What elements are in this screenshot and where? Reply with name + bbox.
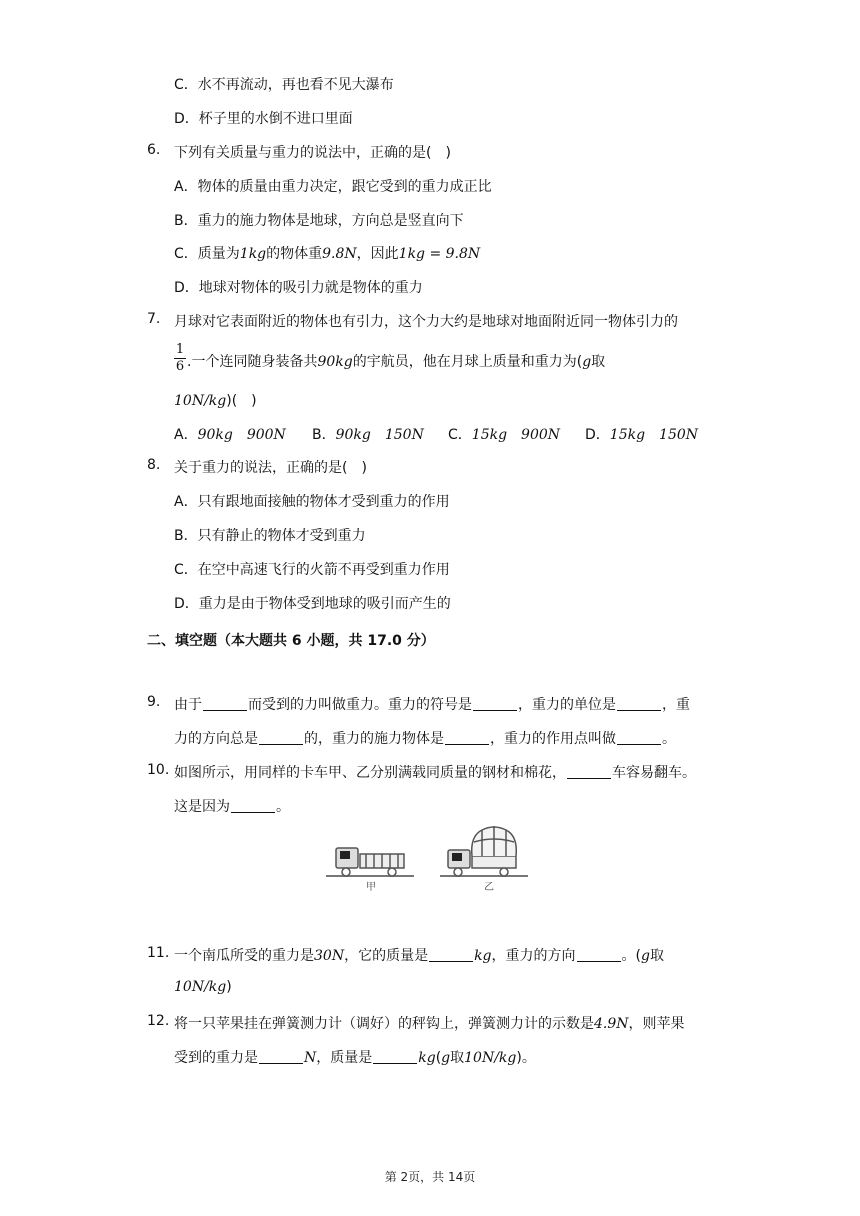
q7-option-c	[448, 424, 560, 444]
q10-trucks-figure	[322, 822, 532, 894]
q10-l1-b: 车容易翻车。	[612, 765, 696, 781]
q8-option-b: B．只有静止的物体才受到重力	[174, 528, 366, 544]
q9-l1-c: ，重力的单位是	[518, 697, 616, 713]
q9-blank-1	[203, 696, 247, 711]
q8-option-d: D．重力是由于物体受到地球的吸引而产生的	[174, 596, 451, 612]
q12-l2-g: g	[441, 1050, 451, 1066]
q12-l2-e: )。	[516, 1050, 536, 1066]
q7-number: 7.	[147, 311, 161, 327]
q7-option-d-label: D．	[585, 427, 610, 443]
q6-option-d: D．地球对物体的吸引力就是物体的重力	[174, 280, 423, 296]
q11-l1-g: g	[641, 948, 650, 964]
q7-option-a-value: 90kg 900N	[197, 427, 286, 443]
q7-option-d-value: 15kg 150N	[609, 427, 699, 443]
q11-blank-1	[429, 947, 473, 962]
q9-l2-d: 。	[662, 731, 676, 747]
q12-l1-a: 将一只苹果挂在弹簧测力计（调好）的秤钩上，弹簧测力计的示数是	[174, 1016, 594, 1032]
q10-line2	[174, 796, 290, 816]
q6-option-c-mid: 的物体重	[266, 246, 323, 262]
q9-l1-d: ，重	[662, 697, 690, 713]
q7-stem2-a: .一个连同随身装备共	[187, 354, 318, 370]
q9-number: 9.	[147, 694, 161, 710]
q7-option-c-label: C．	[448, 427, 472, 443]
q6-number: 6.	[147, 142, 161, 158]
q9-line1	[174, 694, 690, 714]
q8-stem: 关于重力的说法，正确的是( )	[174, 460, 367, 476]
q7-stem-line1: 月球对它表面附近的物体也有引力，这个力大约是地球对地面附近同一物体引力的	[174, 314, 678, 330]
q6-option-a: A．物体的质量由重力决定，跟它受到的重力成正比	[174, 179, 492, 195]
q7-fraction-denominator: 6	[175, 359, 185, 374]
q9-blank-4	[259, 730, 303, 745]
q12-l2-c: (	[435, 1050, 442, 1066]
q6-option-c-math3: 1kg = 9.8N	[398, 246, 481, 262]
q11-l2-math: 10N/kg	[174, 979, 227, 995]
q8-number: 8.	[147, 457, 161, 473]
q6-option-c-math2: 9.8N	[322, 246, 357, 262]
q5-option-d: D．杯子里的水倒不进口里面	[174, 111, 353, 127]
truck-b-icon	[448, 826, 516, 876]
truck-a-label: 甲	[366, 882, 376, 893]
q7-stem-line3	[174, 390, 257, 410]
q11-l1-a: 一个南瓜所受的重力是	[174, 948, 314, 964]
q7-stem3-b: )( )	[226, 393, 257, 409]
q11-l2-b: )	[226, 979, 232, 995]
q9-blank-2	[473, 696, 517, 711]
q7-stem2-c: 取	[591, 354, 606, 370]
q7-option-b-value: 90kg 150N	[335, 427, 424, 443]
q12-l2-unit2: kg	[418, 1050, 436, 1066]
q8-option-a: A．只有跟地面接触的物体才受到重力的作用	[174, 494, 450, 510]
q11-l1-e: 取	[649, 948, 664, 964]
q11-l1-unit: kg	[474, 948, 492, 964]
q11-l1-c: ，重力的方向	[491, 948, 576, 964]
q12-l1-math: 4.9N	[594, 1016, 629, 1032]
q6-stem: 下列有关质量与重力的说法中，正确的是( )	[174, 145, 451, 161]
q11-line2	[174, 979, 232, 995]
q5-option-c: C．水不再流动，再也看不见大瀑布	[174, 77, 394, 93]
q11-blank-2	[577, 947, 621, 962]
page-footer: 第 2页，共 14页	[384, 1170, 476, 1184]
q7-option-a	[174, 424, 286, 444]
q7-stem2-g: g	[582, 354, 592, 370]
q7-option-b	[312, 424, 424, 444]
q12-line1	[174, 1013, 685, 1033]
q9-l1-a: 由于	[174, 697, 202, 713]
q7-option-c-value: 15kg 900N	[471, 427, 561, 443]
q12-line2	[174, 1047, 536, 1067]
q11-l1-b: ，它的质量是	[344, 948, 429, 964]
q9-blank-3	[617, 696, 661, 711]
q9-l2-a: 力的方向总是	[174, 731, 258, 747]
q12-l2-unit: N	[304, 1050, 317, 1066]
q10-l2-b: 。	[276, 799, 290, 815]
q10-l1-a: 如图所示，用同样的卡车甲、乙分别满载同质量的钢材和棉花，	[174, 765, 566, 781]
q10-l2-a: 这是因为	[174, 799, 230, 815]
q11-l1-d: 。(	[621, 948, 641, 964]
q6-option-c-math1: 1kg	[239, 246, 267, 262]
q6-option-c-mid2: ，因此	[356, 246, 399, 262]
q9-l2-b: 的，重力的施力物体是	[304, 731, 444, 747]
q7-option-d	[585, 424, 698, 444]
q10-number: 10.	[147, 762, 170, 778]
q6-option-b: B．重力的施力物体是地球，方向总是竖直向下	[174, 213, 464, 229]
q9-line2	[174, 728, 676, 748]
q7-stem3-math: 10N/kg	[174, 393, 227, 409]
q9-blank-6	[617, 730, 661, 745]
q12-l2-d: 取	[450, 1050, 465, 1066]
q11-number: 11.	[147, 945, 170, 961]
q11-l1-math: 30N	[314, 948, 345, 964]
truck-b-label: 乙	[484, 882, 494, 893]
q11-line1	[174, 945, 664, 965]
q7-fraction	[174, 343, 186, 374]
q8-option-c: C．在空中高速飞行的火箭不再受到重力作用	[174, 562, 450, 578]
q10-blank-2	[231, 798, 275, 813]
q12-number: 12.	[147, 1013, 170, 1029]
q12-l2-b: ，质量是	[316, 1050, 373, 1066]
q12-l2-math: 10N/kg	[464, 1050, 517, 1066]
q9-l2-c: ，重力的作用点叫做	[490, 731, 616, 747]
q6-option-c	[174, 243, 480, 263]
q12-l1-b: ，则苹果	[628, 1016, 685, 1032]
q7-fraction-numerator: 1	[175, 342, 185, 357]
q7-option-a-label: A．	[174, 427, 198, 443]
q7-stem-line2	[187, 351, 605, 371]
q12-l2-a: 受到的重力是	[174, 1050, 258, 1066]
section-title-fill-in: 二、填空题（本大题共 6 小题，共 17.0 分）	[147, 633, 435, 649]
q7-stem2-math: 90kg	[317, 354, 353, 370]
q10-blank-1	[567, 764, 611, 779]
q12-blank-2	[373, 1049, 417, 1064]
truck-a-icon	[336, 848, 404, 876]
q7-stem2-b: 的宇航员，他在月球上质量和重力为(	[352, 354, 583, 370]
q10-line1	[174, 762, 696, 782]
q7-option-b-label: B．	[312, 427, 336, 443]
q9-l1-b: 而受到的力叫做重力。重力的符号是	[248, 697, 472, 713]
q9-blank-5	[445, 730, 489, 745]
q6-option-c-pre: C．质量为	[174, 246, 240, 262]
q12-blank-1	[259, 1049, 303, 1064]
